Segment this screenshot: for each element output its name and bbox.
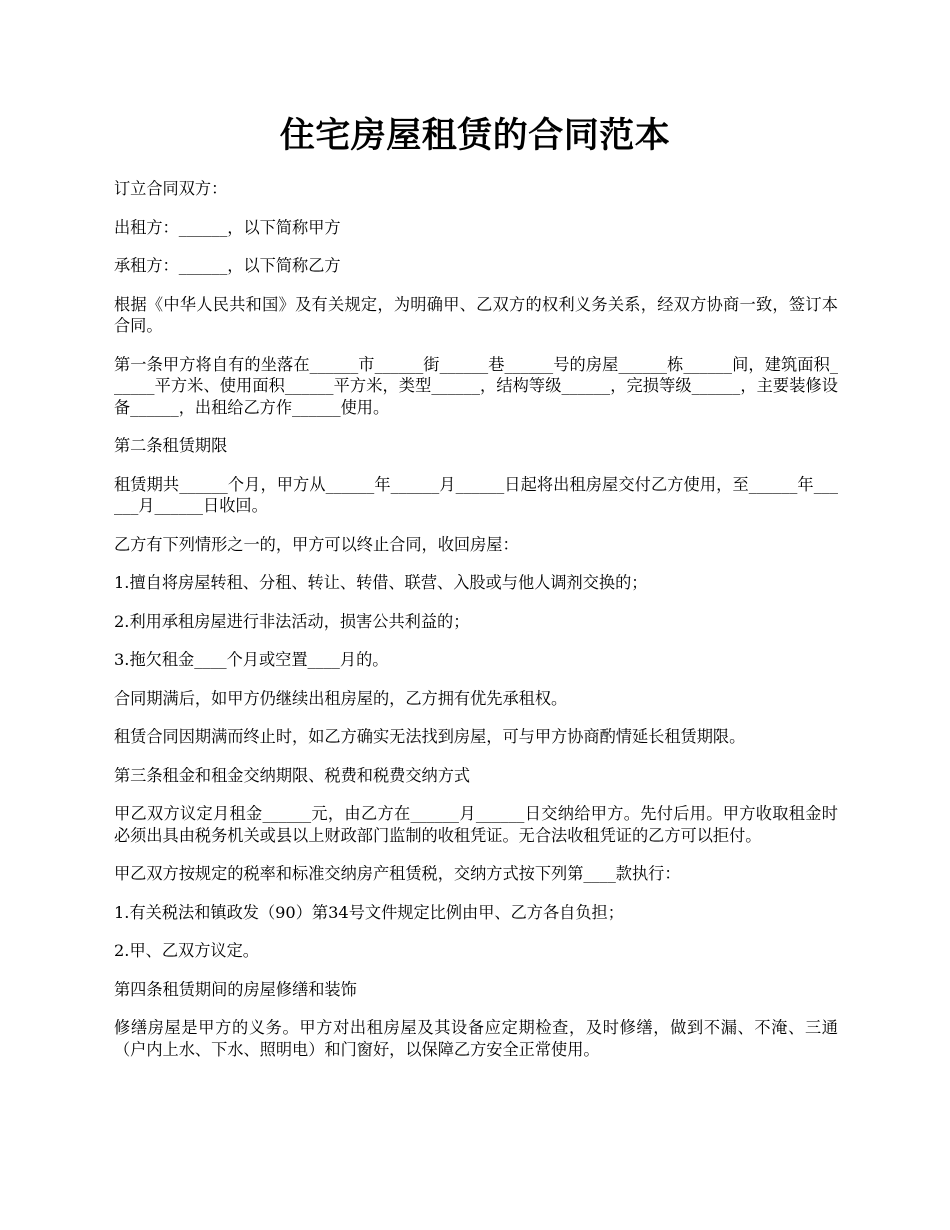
paragraph-lessee: 承租方：______，以下简称乙方: [114, 256, 341, 275]
heading-article-2: 第二条租赁期限: [114, 436, 228, 455]
paragraph-repairs: 修缮房屋是甲方的义务。甲方对出租房屋及其设备应定期检查，及时修缮，做到不漏、不淹、三通（户内上水、下水、照明电）和门窗好，以保障乙方安全正常使用。: [114, 1018, 838, 1059]
heading-article-3: 第三条租金和租金交纳期限、税费和税费交纳方式: [114, 765, 471, 785]
list-item-termination-2: 2.利用承租房屋进行非法活动，损害公共利益的；: [114, 611, 470, 631]
paragraph-parties-intro: 订立合同双方：: [114, 179, 228, 198]
document-body: [114, 178, 838, 1077]
list-item-tax-1: 1.有关税法和镇政发（90）第34号文件规定比例由甲、乙方各自负担；: [114, 902, 624, 922]
paragraph-lessor: 出租方：______，以下简称甲方: [114, 217, 341, 237]
list-item-termination-3: 3.拖欠租金____个月或空置____月的。: [114, 650, 389, 669]
list-item-tax-2: 2.甲、乙双方议定。: [114, 941, 259, 960]
paragraph-preamble: 根据《中华人民共和国》及有关规定，为明确甲、乙双方的权利义务关系，经双方协商一致，签订本合同。: [114, 294, 838, 335]
paragraph-article-1: 第一条甲方将自有的坐落在______市______街______巷______号的房屋______栋______间，建筑面积______平方米、使用面积______平方米，类型______，结构等级______，完损等级______，主要装修设备______，出租给乙方作______使用。: [114, 354, 838, 417]
paragraph-rent: 甲乙双方议定月租金______元，由乙方在______月______日交纳给甲方。先付后用。甲方收取租金时必须出具由税务机关或县以上财政部门监制的收租凭证。无合法收租凭证的乙方可以拒付。: [114, 804, 838, 845]
paragraph-lease-term: 租赁期共______个月，甲方从______年______月______日起将出租房屋交付乙方使用，至______年______月______日收回。: [114, 474, 838, 515]
document-title: 住宅房屋租赁的合同范本: [279, 115, 671, 156]
heading-article-4: 第四条租赁期间的房屋修缮和装饰: [114, 979, 357, 999]
paragraph-priority-right: 合同期满后，如甲方仍继续出租房屋的，乙方拥有优先承租权。: [114, 688, 568, 708]
paragraph-tax: 甲乙双方按规定的税率和标准交纳房产租赁税，交纳方式按下列第____款执行：: [114, 864, 681, 883]
paragraph-termination-intro: 乙方有下列情形之一的，甲方可以终止合同，收回房屋：: [114, 534, 519, 554]
paragraph-extension: 租赁合同因期满而终止时，如乙方确实无法找到房屋，可与甲方协商酌情延长租赁期限。: [114, 727, 746, 746]
list-item-termination-1: 1.擅自将房屋转租、分租、转让、转借、联营、入股或与他人调剂交换的；: [114, 573, 648, 592]
